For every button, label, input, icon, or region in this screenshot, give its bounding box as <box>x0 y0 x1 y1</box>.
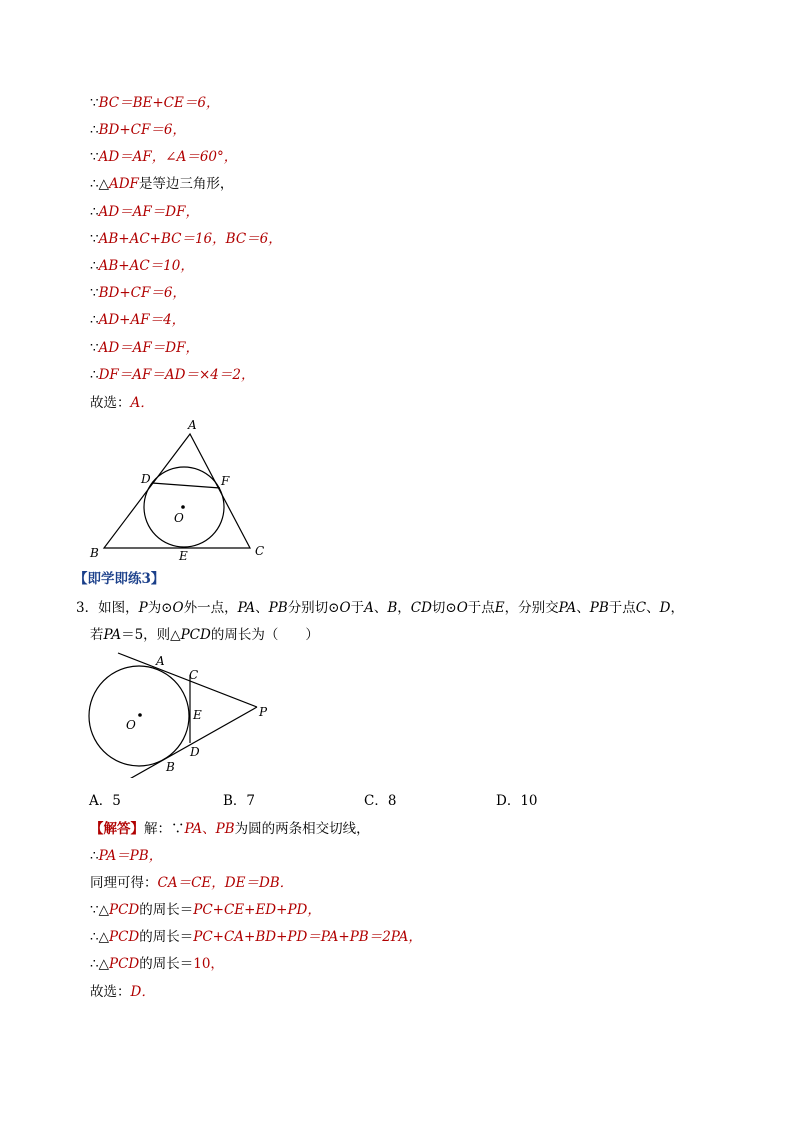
q-text: ， <box>397 600 411 616</box>
q-text: 、 <box>373 600 388 616</box>
q-text: P <box>138 600 148 616</box>
solution-line-11 <box>90 366 254 384</box>
q-text: 于点 <box>608 600 636 616</box>
equation-text: PC+CA+BD+PD＝PA+PB＝2PA， <box>193 929 422 945</box>
a-text: 的周长＝ <box>139 929 194 945</box>
a-text: 的周长＝ <box>139 902 194 918</box>
option-c: C．8 <box>364 793 397 809</box>
option-a: A．5 <box>89 793 121 809</box>
equation-text: AD+AF＝4， <box>98 312 186 328</box>
answer-line-6 <box>90 955 224 973</box>
a-text: ∴△ <box>90 929 109 945</box>
q-text: PA <box>103 627 122 643</box>
solution-line-8 <box>90 284 186 302</box>
equation-text: 10， <box>193 956 224 972</box>
q-text: 切⊙ <box>431 600 457 616</box>
choice-label: 故选： <box>90 395 131 411</box>
solution-line-4 <box>90 175 233 193</box>
question-3-line-2 <box>90 626 319 644</box>
label-e: E <box>179 549 188 563</box>
label-o: O <box>126 718 136 732</box>
solution-line-5 <box>90 203 199 221</box>
q-text: 为⊙ <box>147 600 173 616</box>
segment-df <box>152 483 220 488</box>
choice-answer: D． <box>130 984 155 1000</box>
q-text: 分别切⊙ <box>287 600 340 616</box>
q-text: O <box>339 600 351 616</box>
equation-text: PC+CE+ED+PD， <box>193 902 321 918</box>
equation-text: AD＝AF＝DF， <box>98 204 199 220</box>
therefore-symbol: ∴ <box>90 848 99 864</box>
q-text: PA <box>558 600 577 616</box>
center-point <box>138 713 142 717</box>
equation-text: BD+CF＝6， <box>98 122 186 138</box>
answer-line-7 <box>90 983 155 1001</box>
q-text: 于 <box>350 600 365 616</box>
q-text: E <box>494 600 505 616</box>
label-a: A <box>156 654 165 668</box>
q-text: ，分别交 <box>504 600 559 616</box>
label-c: C <box>255 544 265 558</box>
q-text: PCD <box>180 627 211 643</box>
equation-text: BC＝BE+CE＝6， <box>98 95 220 111</box>
choice-label: 故选： <box>90 984 131 1000</box>
solution-line-12 <box>90 394 154 412</box>
therefore-symbol: ∴ <box>90 204 99 220</box>
q-text: ， <box>670 600 684 616</box>
equation-text: BD+CF＝6， <box>98 285 186 301</box>
q-text: C <box>635 600 647 616</box>
q-text: ＝5，则△ <box>121 627 181 643</box>
q-text: 、 <box>646 600 660 616</box>
q-text: 的周长为（ ） <box>210 627 319 643</box>
triangle-name: PCD <box>108 902 140 918</box>
label-a: A <box>188 418 197 432</box>
label-f: F <box>221 474 230 488</box>
q-text: 于点 <box>467 600 495 616</box>
solution-line-2 <box>90 121 186 139</box>
center-point <box>181 505 185 509</box>
q-text: 、 <box>255 600 269 616</box>
q-text: PB <box>268 600 288 616</box>
label-d: D <box>190 745 200 759</box>
answer-line-1 <box>90 820 370 838</box>
a-text: 的周长＝ <box>139 956 194 972</box>
option-d: D．10 <box>496 793 538 809</box>
label-b: B <box>90 546 99 560</box>
because-symbol: ∵ <box>90 95 99 111</box>
tangent-pa <box>118 653 257 707</box>
answer-line-5 <box>90 928 422 946</box>
triangle-name: PCD <box>108 929 140 945</box>
therefore-symbol: ∴ <box>90 312 99 328</box>
q-text: 若 <box>90 627 104 643</box>
q-text: 、 <box>576 600 590 616</box>
answer-line-4 <box>90 901 321 919</box>
label-c: C <box>189 668 199 682</box>
solution-line-10 <box>90 339 199 357</box>
because-symbol: ∵ <box>90 340 99 356</box>
equation-text: AB+AC+BC＝16，BC＝6， <box>98 231 282 247</box>
label-e: E <box>193 708 202 722</box>
solution-line-3 <box>90 148 237 166</box>
answer-heading: 【解答】 <box>90 821 144 837</box>
q-text: PA <box>237 600 256 616</box>
a-text: ∵△ <box>90 902 109 918</box>
section-label: 【即学即练3】 <box>74 571 165 587</box>
solution-line-6 <box>90 230 282 248</box>
a-text: PA <box>184 821 203 837</box>
label-b: B <box>166 760 175 774</box>
q-text: PB <box>589 600 609 616</box>
solution-line-9 <box>90 311 185 329</box>
equation-text: CA＝CE，DE＝DB． <box>157 875 294 891</box>
q-text: O <box>172 600 184 616</box>
q-text: A <box>364 600 374 616</box>
a-text: 解：∵ <box>144 821 185 837</box>
because-symbol: ∵ <box>90 149 99 165</box>
triangle-incircle-figure <box>80 412 280 567</box>
q-text: B <box>387 600 398 616</box>
a-text: 、 <box>202 821 216 837</box>
question-3-line-1 <box>76 599 684 617</box>
q-text: 外一点， <box>183 600 238 616</box>
tangent-pb <box>126 707 257 778</box>
equation-text: AD＝AF＝DF， <box>98 340 199 356</box>
choice-answer: A． <box>130 395 154 411</box>
therefore-symbol: ∴ <box>90 367 99 383</box>
solution-line-1 <box>90 94 219 112</box>
q-text: O <box>456 600 468 616</box>
triangle-name: ADF <box>108 176 139 192</box>
answer-line-2 <box>90 847 162 865</box>
solution-line-7 <box>90 257 194 275</box>
a-text: 同理可得： <box>90 875 158 891</box>
triangle-name: PCD <box>108 956 140 972</box>
because-symbol: ∵ <box>90 231 99 247</box>
a-text: PB <box>215 821 235 837</box>
because-symbol: ∵ <box>90 285 99 301</box>
q-text: CD <box>410 600 432 616</box>
option-b: B．7 <box>223 793 256 809</box>
label-p: P <box>259 705 268 719</box>
a-text: 为圆的两条相交切线， <box>234 821 370 837</box>
tangent-circle-figure <box>80 646 280 778</box>
label-o: O <box>174 511 184 525</box>
label-d: D <box>141 472 151 486</box>
equation-text: DF＝AF＝AD＝×4＝2， <box>98 367 255 383</box>
triangle-abc <box>104 434 250 548</box>
equation-text: AD＝AF，∠A＝60°， <box>98 149 238 165</box>
therefore-symbol: ∴ <box>90 122 99 138</box>
answer-line-3 <box>90 874 293 892</box>
q-text: D <box>659 600 671 616</box>
q-text: 3．如图， <box>76 600 139 616</box>
therefore-symbol: ∴ <box>90 258 99 274</box>
equation-text: AB+AC＝10， <box>98 258 194 274</box>
therefore-symbol: ∴△ <box>90 176 109 192</box>
a-text: ∴△ <box>90 956 109 972</box>
statement-text: 是等边三角形， <box>138 176 234 192</box>
equation-text: PA＝PB， <box>98 848 163 864</box>
